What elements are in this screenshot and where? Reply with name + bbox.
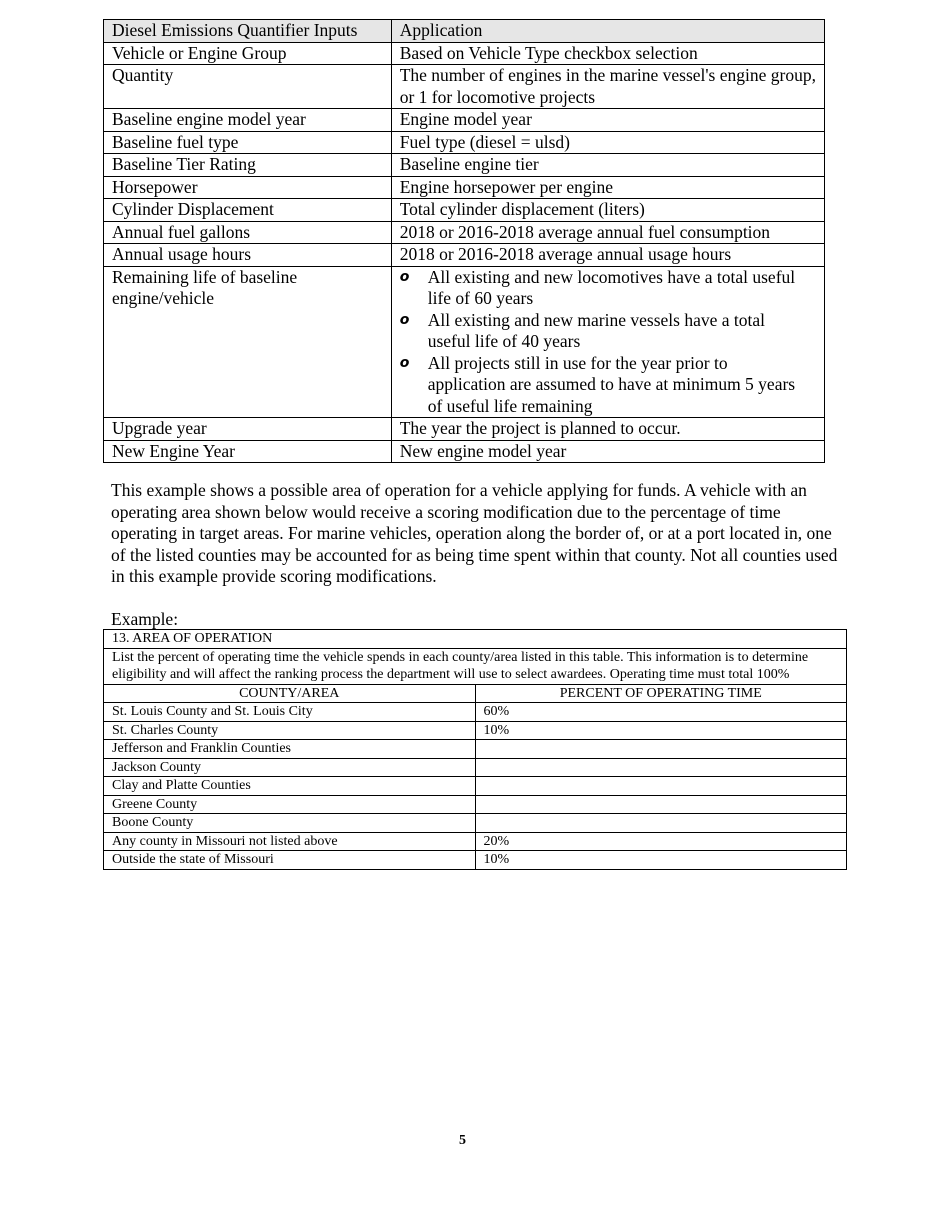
application-cell: Total cylinder displacement (liters)	[391, 199, 824, 222]
application-cell: The number of engines in the marine vessel's engine group, or 1 for locomotive projects	[391, 65, 824, 109]
county-area-cell: Clay and Platte Counties	[104, 777, 476, 796]
table-row	[104, 721, 847, 740]
application-cell	[391, 266, 824, 418]
application-cell: Engine horsepower per engine	[391, 176, 824, 199]
county-area-cell: Any county in Missouri not listed above	[104, 832, 476, 851]
table-row	[104, 42, 825, 65]
table-row	[104, 154, 825, 177]
page-number: 5	[459, 1133, 466, 1148]
percent-cell	[475, 740, 846, 759]
emissions-quantifier-table	[103, 19, 825, 463]
bullet-icon: o	[399, 311, 410, 328]
percent-cell: 10%	[475, 721, 846, 740]
county-area-cell: St. Charles County	[104, 721, 476, 740]
percent-cell	[475, 814, 846, 833]
area-table-title-row	[104, 630, 847, 649]
table-row	[104, 199, 825, 222]
remaining-life-bullet-list	[400, 267, 824, 418]
input-cell: Annual fuel gallons	[104, 221, 392, 244]
area-of-operation-table	[103, 629, 847, 870]
intro-paragraph: This example shows a possible area of operation for a vehicle applying for funds. A vehicle with an operating area shown below would receive a scoring modification due to the percentage of time operating in target areas. For marine vehicles, operation along the border of, or at a port located in, one of the listed counties may be accounted for as being time spent within that county. Not all counties used in this example provide scoring modifications.	[111, 480, 838, 586]
input-cell: Remaining life of baseline engine/vehicle	[104, 266, 392, 418]
application-cell: Based on Vehicle Type checkbox selection	[391, 42, 824, 65]
percent-cell: 10%	[475, 851, 846, 870]
list-item	[400, 353, 824, 418]
area-table-title: 13. AREA OF OPERATION	[104, 630, 847, 649]
table-row	[104, 832, 847, 851]
table-row	[104, 221, 825, 244]
application-cell: 2018 or 2016-2018 average annual usage hours	[391, 244, 824, 267]
column-header-percent: PERCENT OF OPERATING TIME	[475, 684, 846, 703]
percent-cell	[475, 795, 846, 814]
input-cell: Vehicle or Engine Group	[104, 42, 392, 65]
table-row	[104, 740, 847, 759]
application-cell: Engine model year	[391, 109, 824, 132]
table-row	[104, 244, 825, 267]
table-row	[104, 440, 825, 463]
application-cell: 2018 or 2016-2018 average annual fuel consumption	[391, 221, 824, 244]
bullet-text: All existing and new locomotives have a total useful life of 60 years	[427, 266, 796, 308]
county-area-cell: Outside the state of Missouri	[104, 851, 476, 870]
table-row	[104, 418, 825, 441]
county-area-cell: St. Louis County and St. Louis City	[104, 703, 476, 722]
list-item	[400, 310, 824, 353]
input-cell: Upgrade year	[104, 418, 392, 441]
percent-cell: 60%	[475, 703, 846, 722]
table-row	[104, 758, 847, 777]
column-header-application: Application	[391, 20, 824, 43]
bullet-text: All existing and new marine vessels have a total useful life of 40 years	[427, 309, 765, 351]
column-header-county-area: COUNTY/AREA	[104, 684, 476, 703]
input-cell: Quantity	[104, 65, 392, 109]
bullet-icon: o	[399, 354, 410, 371]
application-cell: The year the project is planned to occur.	[391, 418, 824, 441]
table-row	[104, 703, 847, 722]
table-row	[104, 109, 825, 132]
application-cell: Baseline engine tier	[391, 154, 824, 177]
bullet-icon: o	[399, 268, 410, 285]
county-area-cell: Jefferson and Franklin Counties	[104, 740, 476, 759]
table-header-row	[104, 20, 825, 43]
table-row	[104, 777, 847, 796]
application-cell: Fuel type (diesel = ulsd)	[391, 131, 824, 154]
input-cell: Baseline fuel type	[104, 131, 392, 154]
table-row	[104, 814, 847, 833]
table-row	[104, 131, 825, 154]
table-row-remaining-life	[104, 266, 825, 418]
county-area-cell: Jackson County	[104, 758, 476, 777]
input-cell: Horsepower	[104, 176, 392, 199]
input-cell: New Engine Year	[104, 440, 392, 463]
percent-cell	[475, 777, 846, 796]
column-header-inputs: Diesel Emissions Quantifier Inputs	[104, 20, 392, 43]
list-item	[400, 267, 824, 310]
table-row	[104, 65, 825, 109]
county-area-cell: Greene County	[104, 795, 476, 814]
table-row	[104, 851, 847, 870]
percent-cell: 20%	[475, 832, 846, 851]
input-cell: Baseline Tier Rating	[104, 154, 392, 177]
county-area-cell: Boone County	[104, 814, 476, 833]
area-table-instructions-row	[104, 648, 847, 684]
bullet-text: All projects still in use for the year prior to application are assumed to have at minimum 5 years of useful life remaining	[427, 352, 796, 416]
area-table-instructions: List the percent of operating time the vehicle spends in each county/area listed in this table. This information is to determine eligibility and will affect the ranking process the department will use to select awardees. Operating time must total 100%	[104, 648, 847, 684]
area-table-header-row	[104, 684, 847, 703]
table-row	[104, 176, 825, 199]
example-label: Example:	[111, 609, 179, 629]
application-cell: New engine model year	[391, 440, 824, 463]
percent-cell	[475, 758, 846, 777]
input-cell: Annual usage hours	[104, 244, 392, 267]
input-cell: Cylinder Displacement	[104, 199, 392, 222]
table-row	[104, 795, 847, 814]
input-cell: Baseline engine model year	[104, 109, 392, 132]
